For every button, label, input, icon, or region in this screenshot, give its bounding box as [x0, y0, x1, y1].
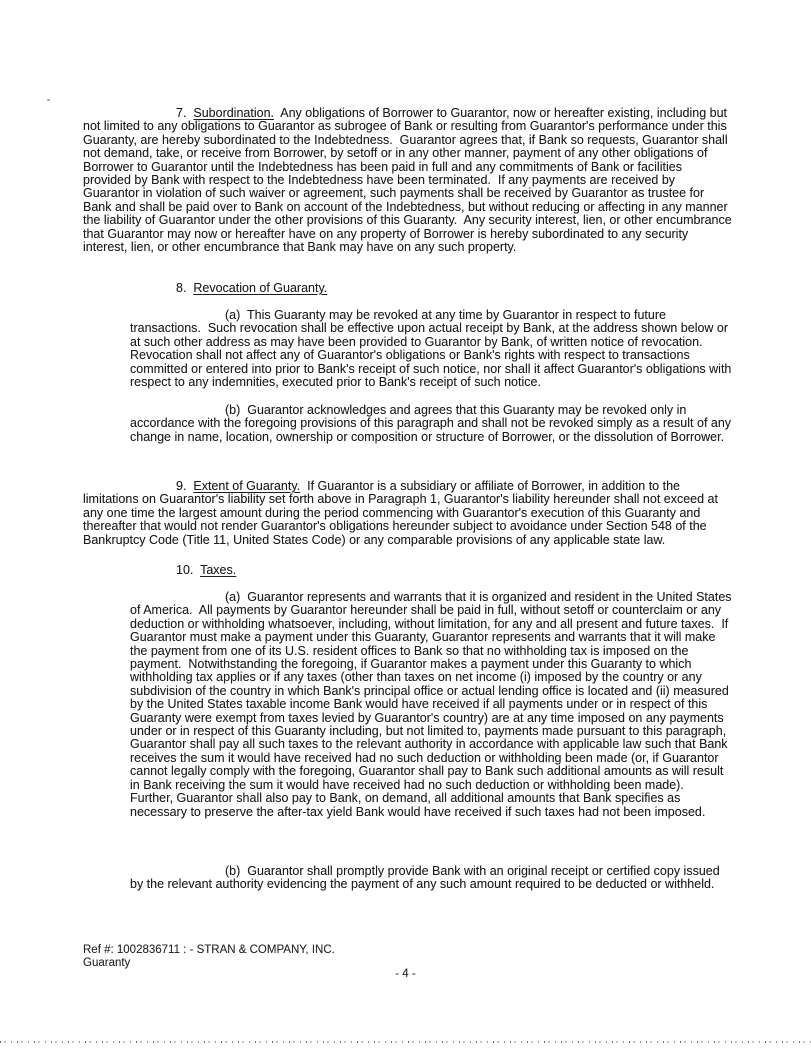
section-8-para-b [130, 403, 735, 444]
section-10-heading [83, 564, 733, 577]
page-number: - 4 - [395, 968, 416, 980]
footer-doc-name: Guaranty [83, 957, 131, 969]
section-8-para-b-text: Guarantor acknowledges and agrees that this Guaranty may be revoked only in accordance with the foregoing provisions of this paragraph and shall not be revoked simply as a result of any change in name, location, ownership or composition or structure of Borrower, or the dissolution of Borrower. [130, 403, 735, 444]
section-10-para-b [130, 865, 732, 892]
section-7-number: 7. [176, 106, 194, 120]
section-8-para-b-label: (b) [225, 403, 248, 417]
footer [83, 944, 335, 970]
scan-artifact-dotted-line [0, 1041, 811, 1043]
section-9-body: If Guarantor is a subsidiary or affiliate of Borrower, in addition to the limitations on Guarantor's liability set forth above in Paragraph 1, Guarantor's liability hereunder shall not exceed at any one time the largest amount during the period commencing with Guarantor's execution of this Guaranty and thereafter that would not render Guarantor's obligations hereunder subject to avoidance under Section 548 of the Bankruptcy Code (Title 11, United States Code) or any comparable provisions of any applicable state law. [83, 479, 722, 547]
section-8-para-a [130, 308, 735, 390]
section-8-number: 8. [176, 281, 194, 295]
section-10-para-a-label: (a) [225, 590, 248, 604]
section-10-para-a-text: Guarantor represents and warrants that it is organized and resident in the United States of America. All payments by Guarantor hereunder shall be paid in full, without setoff or counterclaim or any deduction or withholding whatsoever, including, without limitation, for any and all present and future taxes. If Guarantor must make a payment under this Guaranty, Guarantor represents and warrants that it will make the payment from one of its U.S. resident offices to Bank so that no withholding tax is imposed on the payment. Notwithstanding the foregoing, if Guarantor makes a payment under this Guaranty to which withholding tax applies or if any taxes (other than taxes on net income (i) imposed by the country or any subdivision of the country in which Bank's principal office or actual lending office is located and (ii) measured by the United States taxable income Bank would have received if all payments under or in respect of this Guaranty were exempt from taxes levied by Guarantor's country) are at any time imposed on any payments under or in respect of this Guaranty including, but not limited to, payments made pursuant to this paragraph, Guarantor shall pay all such taxes to the relevant authority in accordance with applicable law such that Bank receives the sum it would have received had no such deduction or withholding been made (or, if Guarantor cannot legally comply with the foregoing, Guarantor shall pay to Bank such additional amounts as will result in Bank receiving the sum it would have received had no such deduction or withholding been made). Further, Guarantor shall also pay to Bank, on demand, all additional amounts that Bank specifies as necessary to preserve the after-tax yield Bank would have received if such taxes had not been imposed. [130, 590, 736, 819]
section-8-heading [83, 282, 733, 295]
section-10-para-b-label: (b) [225, 864, 248, 878]
section-10-number: 10. [176, 563, 201, 577]
section-10-title: Taxes. [200, 563, 237, 577]
section-7-body: Any obligations of Borrower to Guarantor, now or hereafter existing, including but not limited to any obligations to Guarantor as subrogee of Bank or resulting from Guarantor's performance under this Guaranty, are hereby subordinated to the Indebtedness. Guarantor agrees that, if Bank so requests, Guarantor shall not demand, take, or receive from Borrower, by setoff or in any other manner, payment of any other obligations of Borrower to Guarantor until the Indebtedness has been paid in full and any commitments of Bank or facilities provided by Bank with respect to the Indebtedness have been terminated. If any payments are received by Guarantor in violation of such waiver or agreement, such payments shall be received by Guarantor as trustee for Bank and shall be paid over to Bank on account of the Indebtedness, but without reducing or affecting in any manner the liability of Guarantor under the other provisions of this Guaranty. Any security interest, lien, or other encumbrance that Guarantor may now or hereafter have on any property of Borrower is hereby subordinated to any security interest, lien, or other encumbrance that Bank may have on any such property. [83, 106, 736, 255]
section-8-title: Revocation of Guaranty. [193, 281, 328, 295]
section-9-title: Extent of Guaranty. [193, 479, 301, 493]
section-8-para-a-text: This Guaranty may be revoked at any time by Guarantor in respect to future transactions. Such revocation shall be effective upon actual receipt by Bank, at the address shown below or at such other address as may have been provided to Guarantor by Bank, of written notice of revocation. Revocation shall not affect any of Guarantor's obligations or Bank's rights with respect to transactions committed or entered into prior to Bank's receipt of such notice, nor shall it affect Guarantor's obligations with respect to any indemnities, executed prior to Bank's receipt of such notice. [130, 308, 735, 390]
section-9-paragraph [83, 480, 733, 547]
section-8-para-a-label: (a) [225, 308, 247, 322]
section-7-paragraph [83, 106, 736, 255]
section-10-para-a [130, 590, 736, 819]
footer-ref-line: Ref #: 1002836711 : - STRAN & COMPANY, INC. [83, 944, 335, 956]
section-7-title: Subordination. [193, 106, 274, 120]
section-10-para-b-text: Guarantor shall promptly provide Bank with an original receipt or certified copy issued by the relevant authority evidencing the payment of any such amount required to be deducted or withheld. [130, 864, 724, 892]
scan-artifact-speck [47, 99, 50, 101]
section-9-number: 9. [176, 479, 194, 493]
